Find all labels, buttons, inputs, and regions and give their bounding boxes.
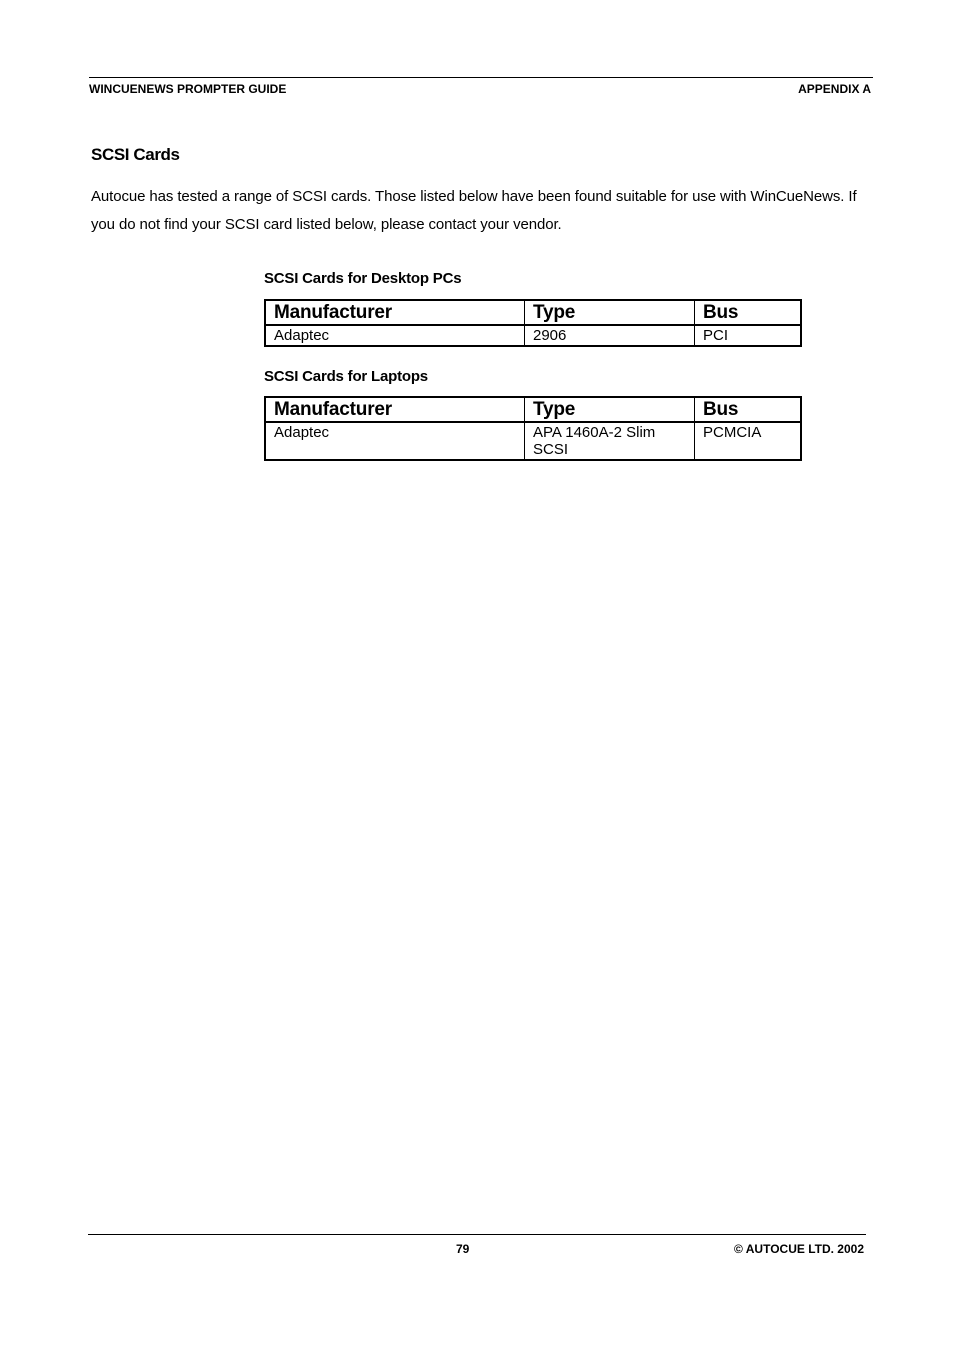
copyright-notice: © AUTOCUE LTD. 2002	[734, 1242, 864, 1256]
column-header-manufacturer: Manufacturer	[265, 300, 525, 325]
column-header-type: Type	[525, 397, 695, 422]
column-header-bus: Bus	[695, 397, 802, 422]
desktop-table-caption: SCSI Cards for Desktop PCs	[264, 270, 462, 287]
laptop-table-caption: SCSI Cards for Laptops	[264, 368, 428, 385]
cell-type: 2906	[525, 325, 695, 346]
table-row	[265, 325, 801, 346]
table-header-row	[265, 300, 801, 325]
page-number: 79	[456, 1242, 470, 1256]
section-title: SCSI Cards	[91, 145, 180, 164]
cell-bus: PCI	[695, 325, 802, 346]
column-header-type: Type	[525, 300, 695, 325]
desktop-scsi-table	[264, 299, 802, 347]
table-row	[265, 422, 801, 460]
cell-bus: PCMCIA	[695, 422, 802, 460]
cell-manufacturer: Adaptec	[265, 325, 525, 346]
column-header-bus: Bus	[695, 300, 802, 325]
page-header	[89, 77, 873, 96]
page-footer	[88, 1234, 866, 1259]
column-header-manufacturer: Manufacturer	[265, 397, 525, 422]
header-guide-title: WINCUENEWS PROMPTER GUIDE	[89, 82, 287, 96]
cell-type: APA 1460A-2 Slim SCSI	[525, 422, 695, 460]
cell-manufacturer: Adaptec	[265, 422, 525, 460]
intro-paragraph: Autocue has tested a range of SCSI cards. Those listed below have been found suitable for use with WinCueNews. If you do not find your SCSI card listed below, please contact your vendor.	[91, 188, 857, 233]
header-appendix: APPENDIX A	[798, 82, 871, 96]
laptop-scsi-table	[264, 396, 802, 461]
table-header-row	[265, 397, 801, 422]
